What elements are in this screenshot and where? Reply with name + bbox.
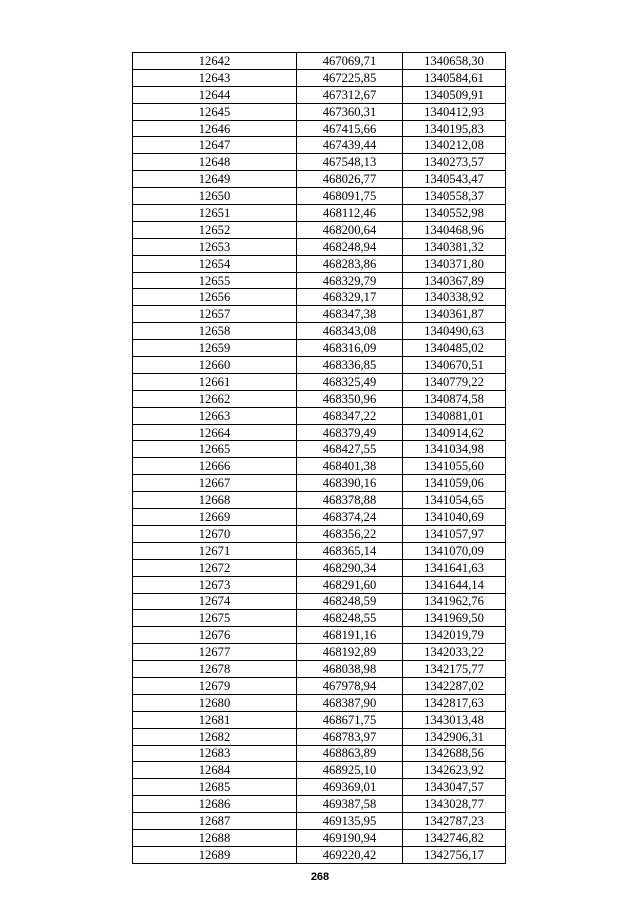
point-number-cell: 12689 xyxy=(133,846,297,863)
point-number-cell: 12643 xyxy=(133,69,297,86)
x-coordinate-cell: 468191,16 xyxy=(297,627,403,644)
point-number-cell: 12668 xyxy=(133,492,297,509)
y-coordinate-cell: 1340273,57 xyxy=(403,154,506,171)
y-coordinate-cell: 1340412,93 xyxy=(403,103,506,120)
x-coordinate-cell: 468248,55 xyxy=(297,610,403,627)
point-number-cell: 12672 xyxy=(133,559,297,576)
x-coordinate-cell: 468343,08 xyxy=(297,323,403,340)
point-number-cell: 12661 xyxy=(133,373,297,390)
table-row xyxy=(133,846,506,863)
table-row xyxy=(133,644,506,661)
y-coordinate-cell: 1342688,56 xyxy=(403,745,506,762)
point-number-cell: 12655 xyxy=(133,272,297,289)
point-number-cell: 12652 xyxy=(133,221,297,238)
point-number-cell: 12683 xyxy=(133,745,297,762)
x-coordinate-cell: 467978,94 xyxy=(297,677,403,694)
x-coordinate-cell: 468925,10 xyxy=(297,762,403,779)
point-number-cell: 12654 xyxy=(133,255,297,272)
x-coordinate-cell: 468091,75 xyxy=(297,188,403,205)
table-row xyxy=(133,255,506,272)
table-row xyxy=(133,593,506,610)
point-number-cell: 12650 xyxy=(133,188,297,205)
point-number-cell: 12678 xyxy=(133,661,297,678)
table-row xyxy=(133,357,506,374)
y-coordinate-cell: 1341059,06 xyxy=(403,475,506,492)
table-row xyxy=(133,762,506,779)
point-number-cell: 12681 xyxy=(133,711,297,728)
x-coordinate-cell: 468374,24 xyxy=(297,509,403,526)
point-number-cell: 12671 xyxy=(133,542,297,559)
x-coordinate-cell: 468347,22 xyxy=(297,407,403,424)
table-row xyxy=(133,424,506,441)
table-row xyxy=(133,373,506,390)
y-coordinate-cell: 1341057,97 xyxy=(403,525,506,542)
point-number-cell: 12686 xyxy=(133,796,297,813)
y-coordinate-cell: 1341034,98 xyxy=(403,441,506,458)
point-number-cell: 12663 xyxy=(133,407,297,424)
x-coordinate-cell: 467225,85 xyxy=(297,69,403,86)
y-coordinate-cell: 1343013,48 xyxy=(403,711,506,728)
y-coordinate-cell: 1341055,60 xyxy=(403,458,506,475)
y-coordinate-cell: 1340468,96 xyxy=(403,221,506,238)
point-number-cell: 12658 xyxy=(133,323,297,340)
y-coordinate-cell: 1340543,47 xyxy=(403,171,506,188)
x-coordinate-cell: 468329,79 xyxy=(297,272,403,289)
x-coordinate-cell: 469369,01 xyxy=(297,779,403,796)
y-coordinate-cell: 1341641,63 xyxy=(403,559,506,576)
x-coordinate-cell: 468350,96 xyxy=(297,390,403,407)
y-coordinate-cell: 1343028,77 xyxy=(403,796,506,813)
x-coordinate-cell: 468401,38 xyxy=(297,458,403,475)
table-row xyxy=(133,272,506,289)
coordinates-table xyxy=(132,52,506,864)
y-coordinate-cell: 1340212,08 xyxy=(403,137,506,154)
table-row xyxy=(133,492,506,509)
point-number-cell: 12675 xyxy=(133,610,297,627)
table-row xyxy=(133,610,506,627)
x-coordinate-cell: 468329,17 xyxy=(297,289,403,306)
table-row xyxy=(133,576,506,593)
point-number-cell: 12662 xyxy=(133,390,297,407)
point-number-cell: 12646 xyxy=(133,120,297,137)
x-coordinate-cell: 467439,44 xyxy=(297,137,403,154)
y-coordinate-cell: 1341040,69 xyxy=(403,509,506,526)
y-coordinate-cell: 1340195,83 xyxy=(403,120,506,137)
x-coordinate-cell: 469387,58 xyxy=(297,796,403,813)
y-coordinate-cell: 1342019,79 xyxy=(403,627,506,644)
x-coordinate-cell: 468291,60 xyxy=(297,576,403,593)
table-row xyxy=(133,137,506,154)
table-row xyxy=(133,171,506,188)
x-coordinate-cell: 468379,49 xyxy=(297,424,403,441)
y-coordinate-cell: 1340509,91 xyxy=(403,86,506,103)
table-row xyxy=(133,525,506,542)
x-coordinate-cell: 468863,89 xyxy=(297,745,403,762)
point-number-cell: 12684 xyxy=(133,762,297,779)
y-coordinate-cell: 1340658,30 xyxy=(403,53,506,70)
y-coordinate-cell: 1340485,02 xyxy=(403,340,506,357)
y-coordinate-cell: 1342787,23 xyxy=(403,813,506,830)
x-coordinate-cell: 468365,14 xyxy=(297,542,403,559)
point-number-cell: 12677 xyxy=(133,644,297,661)
point-number-cell: 12648 xyxy=(133,154,297,171)
x-coordinate-cell: 468336,85 xyxy=(297,357,403,374)
y-coordinate-cell: 1340881,01 xyxy=(403,407,506,424)
table-row xyxy=(133,306,506,323)
point-number-cell: 12685 xyxy=(133,779,297,796)
table-row xyxy=(133,340,506,357)
y-coordinate-cell: 1340914,62 xyxy=(403,424,506,441)
x-coordinate-cell: 468192,89 xyxy=(297,644,403,661)
table-row xyxy=(133,711,506,728)
x-coordinate-cell: 468347,38 xyxy=(297,306,403,323)
point-number-cell: 12673 xyxy=(133,576,297,593)
y-coordinate-cell: 1340779,22 xyxy=(403,373,506,390)
x-coordinate-cell: 468248,94 xyxy=(297,238,403,255)
table-row xyxy=(133,458,506,475)
x-coordinate-cell: 468783,97 xyxy=(297,728,403,745)
coordinates-table-body xyxy=(133,53,506,864)
y-coordinate-cell: 1342287,02 xyxy=(403,677,506,694)
point-number-cell: 12688 xyxy=(133,829,297,846)
y-coordinate-cell: 1342623,92 xyxy=(403,762,506,779)
x-coordinate-cell: 469135,95 xyxy=(297,813,403,830)
y-coordinate-cell: 1342756,17 xyxy=(403,846,506,863)
y-coordinate-cell: 1340874,58 xyxy=(403,390,506,407)
table-row xyxy=(133,407,506,424)
point-number-cell: 12669 xyxy=(133,509,297,526)
x-coordinate-cell: 467360,31 xyxy=(297,103,403,120)
x-coordinate-cell: 468248,59 xyxy=(297,593,403,610)
y-coordinate-cell: 1340381,32 xyxy=(403,238,506,255)
page-number: 268 xyxy=(310,871,330,883)
point-number-cell: 12687 xyxy=(133,813,297,830)
table-row xyxy=(133,441,506,458)
y-coordinate-cell: 1340670,51 xyxy=(403,357,506,374)
point-number-cell: 12647 xyxy=(133,137,297,154)
point-number-cell: 12667 xyxy=(133,475,297,492)
y-coordinate-cell: 1340338,92 xyxy=(403,289,506,306)
x-coordinate-cell: 468283,86 xyxy=(297,255,403,272)
y-coordinate-cell: 1342033,22 xyxy=(403,644,506,661)
table-row xyxy=(133,779,506,796)
x-coordinate-cell: 468026,77 xyxy=(297,171,403,188)
table-row xyxy=(133,86,506,103)
point-number-cell: 12670 xyxy=(133,525,297,542)
y-coordinate-cell: 1341962,76 xyxy=(403,593,506,610)
x-coordinate-cell: 468290,34 xyxy=(297,559,403,576)
table-row xyxy=(133,694,506,711)
point-number-cell: 12680 xyxy=(133,694,297,711)
x-coordinate-cell: 467069,71 xyxy=(297,53,403,70)
y-coordinate-cell: 1340584,61 xyxy=(403,69,506,86)
y-coordinate-cell: 1341969,50 xyxy=(403,610,506,627)
point-number-cell: 12657 xyxy=(133,306,297,323)
table-row xyxy=(133,238,506,255)
y-coordinate-cell: 1340552,98 xyxy=(403,205,506,222)
y-coordinate-cell: 1340558,37 xyxy=(403,188,506,205)
y-coordinate-cell: 1342746,82 xyxy=(403,829,506,846)
table-row xyxy=(133,475,506,492)
table-row xyxy=(133,509,506,526)
x-coordinate-cell: 468316,09 xyxy=(297,340,403,357)
table-row xyxy=(133,542,506,559)
point-number-cell: 12649 xyxy=(133,171,297,188)
table-row xyxy=(133,120,506,137)
y-coordinate-cell: 1343047,57 xyxy=(403,779,506,796)
point-number-cell: 12645 xyxy=(133,103,297,120)
table-row xyxy=(133,813,506,830)
x-coordinate-cell: 469220,42 xyxy=(297,846,403,863)
point-number-cell: 12660 xyxy=(133,357,297,374)
table-row xyxy=(133,559,506,576)
table-row xyxy=(133,103,506,120)
table-row xyxy=(133,69,506,86)
point-number-cell: 12666 xyxy=(133,458,297,475)
x-coordinate-cell: 468378,88 xyxy=(297,492,403,509)
point-number-cell: 12682 xyxy=(133,728,297,745)
point-number-cell: 12676 xyxy=(133,627,297,644)
table-row xyxy=(133,53,506,70)
x-coordinate-cell: 468671,75 xyxy=(297,711,403,728)
x-coordinate-cell: 467415,66 xyxy=(297,120,403,137)
y-coordinate-cell: 1342175,77 xyxy=(403,661,506,678)
y-coordinate-cell: 1341644,14 xyxy=(403,576,506,593)
table-row xyxy=(133,745,506,762)
point-number-cell: 12651 xyxy=(133,205,297,222)
x-coordinate-cell: 468325,49 xyxy=(297,373,403,390)
x-coordinate-cell: 468356,22 xyxy=(297,525,403,542)
y-coordinate-cell: 1341054,65 xyxy=(403,492,506,509)
table-row xyxy=(133,289,506,306)
table-row xyxy=(133,323,506,340)
point-number-cell: 12665 xyxy=(133,441,297,458)
x-coordinate-cell: 469190,94 xyxy=(297,829,403,846)
y-coordinate-cell: 1342906,31 xyxy=(403,728,506,745)
table-row xyxy=(133,205,506,222)
point-number-cell: 12644 xyxy=(133,86,297,103)
y-coordinate-cell: 1340361,87 xyxy=(403,306,506,323)
point-number-cell: 12656 xyxy=(133,289,297,306)
y-coordinate-cell: 1342817,63 xyxy=(403,694,506,711)
table-row xyxy=(133,677,506,694)
point-number-cell: 12653 xyxy=(133,238,297,255)
x-coordinate-cell: 468038,98 xyxy=(297,661,403,678)
y-coordinate-cell: 1340490,63 xyxy=(403,323,506,340)
x-coordinate-cell: 468200,64 xyxy=(297,221,403,238)
point-number-cell: 12664 xyxy=(133,424,297,441)
table-row xyxy=(133,188,506,205)
y-coordinate-cell: 1340371,80 xyxy=(403,255,506,272)
y-coordinate-cell: 1341070,09 xyxy=(403,542,506,559)
x-coordinate-cell: 467548,13 xyxy=(297,154,403,171)
table-row xyxy=(133,221,506,238)
table-row xyxy=(133,154,506,171)
table-row xyxy=(133,627,506,644)
point-number-cell: 12674 xyxy=(133,593,297,610)
table-row xyxy=(133,829,506,846)
point-number-cell: 12642 xyxy=(133,53,297,70)
x-coordinate-cell: 468112,46 xyxy=(297,205,403,222)
point-number-cell: 12679 xyxy=(133,677,297,694)
x-coordinate-cell: 468387,90 xyxy=(297,694,403,711)
table-row xyxy=(133,390,506,407)
point-number-cell: 12659 xyxy=(133,340,297,357)
table-row xyxy=(133,796,506,813)
y-coordinate-cell: 1340367,89 xyxy=(403,272,506,289)
x-coordinate-cell: 468427,55 xyxy=(297,441,403,458)
table-row xyxy=(133,661,506,678)
x-coordinate-cell: 467312,67 xyxy=(297,86,403,103)
table-row xyxy=(133,728,506,745)
x-coordinate-cell: 468390,16 xyxy=(297,475,403,492)
